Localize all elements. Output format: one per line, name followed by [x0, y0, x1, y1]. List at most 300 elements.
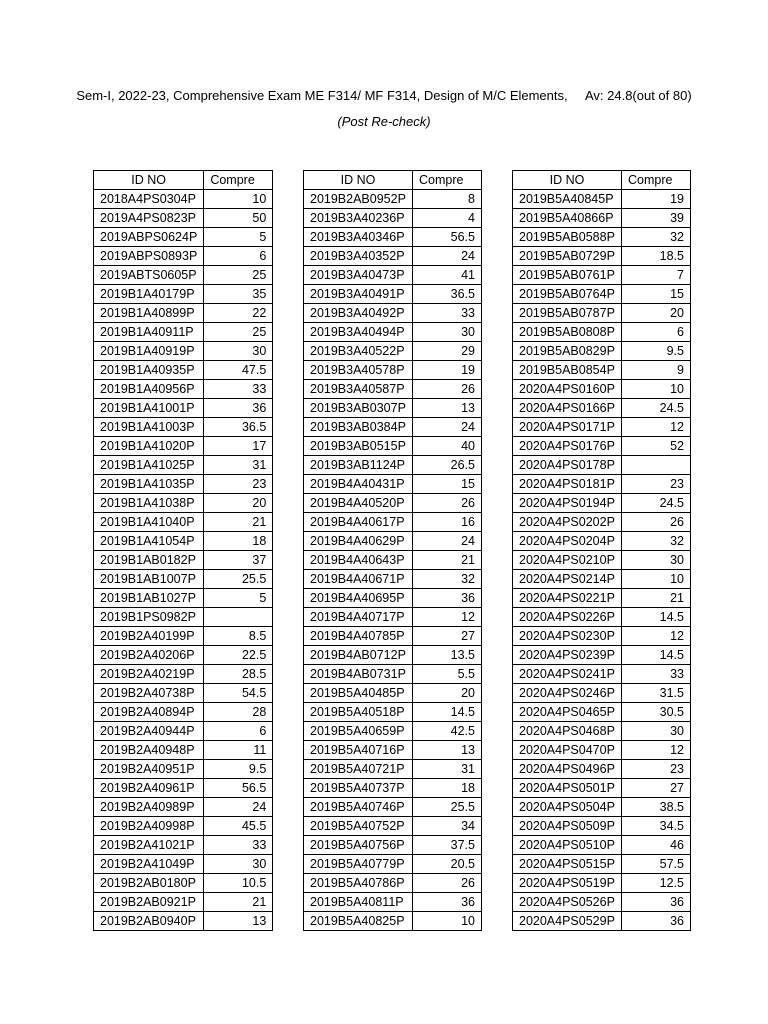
student-id-cell: 2019B2AB0940P	[94, 912, 204, 931]
table-row	[513, 684, 691, 703]
compre-score-cell: 31	[204, 456, 273, 475]
student-id-cell: 2019B2A40894P	[94, 703, 204, 722]
table-row	[94, 798, 273, 817]
results-table-3	[512, 170, 691, 931]
compre-score-cell: 12.5	[622, 874, 691, 893]
compre-score-cell: 24	[413, 532, 482, 551]
compre-score-cell: 19	[622, 190, 691, 209]
student-id-cell: 2019B5A40825P	[304, 912, 413, 931]
compre-score-cell: 28	[204, 703, 273, 722]
table-row	[94, 475, 273, 494]
table-row	[94, 608, 273, 627]
table-row	[304, 589, 482, 608]
student-id-cell: 2019B4A40695P	[304, 589, 413, 608]
table-row	[304, 779, 482, 798]
student-id-cell: 2019B1A41038P	[94, 494, 204, 513]
compre-score-cell: 32	[413, 570, 482, 589]
student-id-cell: 2020A4PS0509P	[513, 817, 622, 836]
compre-score-cell: 18	[204, 532, 273, 551]
compre-score-cell: 24	[413, 247, 482, 266]
student-id-cell: 2019B3A40587P	[304, 380, 413, 399]
compre-score-cell: 18.5	[622, 247, 691, 266]
student-id-cell: 2018A4PS0304P	[94, 190, 204, 209]
compre-score-cell: 25.5	[204, 570, 273, 589]
table-row	[94, 589, 273, 608]
compre-score-cell: 56.5	[204, 779, 273, 798]
table-row	[304, 646, 482, 665]
compre-score-cell: 34.5	[622, 817, 691, 836]
student-id-cell: 2019B3A40473P	[304, 266, 413, 285]
compre-score-cell: 30	[204, 855, 273, 874]
table-row	[304, 285, 482, 304]
compre-score-cell: 5.5	[413, 665, 482, 684]
header-id-no: ID NO	[513, 171, 622, 190]
student-id-cell: 2019B5AB0808P	[513, 323, 622, 342]
compre-score-cell: 19	[413, 361, 482, 380]
student-id-cell: 2020A4PS0468P	[513, 722, 622, 741]
table-row	[94, 494, 273, 513]
compre-score-cell: 32	[622, 532, 691, 551]
table-row	[94, 228, 273, 247]
student-id-cell: 2019B5AB0854P	[513, 361, 622, 380]
student-id-cell: 2020A4PS0246P	[513, 684, 622, 703]
table-row	[513, 304, 691, 323]
compre-score-cell: 6	[622, 323, 691, 342]
student-id-cell: 2019B2A40738P	[94, 684, 204, 703]
student-id-cell: 2019B5A40752P	[304, 817, 413, 836]
table-row	[304, 817, 482, 836]
page-title: Sem-I, 2022-23, Comprehensive Exam ME F314/ MF F314, Design of M/C Elements, Av: 24.8(out of 80)	[76, 88, 692, 103]
student-id-cell: 2019B4AB0712P	[304, 646, 413, 665]
student-id-cell: 2020A4PS0230P	[513, 627, 622, 646]
table-row	[304, 513, 482, 532]
student-id-cell: 2019B1A40899P	[94, 304, 204, 323]
student-id-cell: 2019B2A40219P	[94, 665, 204, 684]
student-id-cell: 2020A4PS0519P	[513, 874, 622, 893]
compre-score-cell: 27	[622, 779, 691, 798]
header-compre: Compre	[413, 171, 482, 190]
student-id-cell: 2019B5AB0764P	[513, 285, 622, 304]
student-id-cell: 2020A4PS0241P	[513, 665, 622, 684]
compre-score-cell: 34	[413, 817, 482, 836]
compre-score-cell: 33	[204, 380, 273, 399]
table-row	[94, 741, 273, 760]
student-id-cell: 2019B3AB0515P	[304, 437, 413, 456]
compre-score-cell: 10	[622, 380, 691, 399]
table-row	[513, 209, 691, 228]
table-row	[94, 380, 273, 399]
student-id-cell: 2020A4PS0515P	[513, 855, 622, 874]
compre-score-cell: 37	[204, 551, 273, 570]
compre-score-cell: 12	[622, 741, 691, 760]
table-row	[513, 836, 691, 855]
student-id-cell: 2019B2A40998P	[94, 817, 204, 836]
table-row	[94, 703, 273, 722]
table-row	[304, 361, 482, 380]
student-id-cell: 2019B4A40629P	[304, 532, 413, 551]
student-id-cell: 2020A4PS0526P	[513, 893, 622, 912]
compre-score-cell: 20	[622, 304, 691, 323]
student-id-cell: 2019B4A40520P	[304, 494, 413, 513]
compre-score-cell: 9.5	[204, 760, 273, 779]
student-id-cell: 2020A4PS0529P	[513, 912, 622, 931]
student-id-cell: 2019B4A40643P	[304, 551, 413, 570]
table-row	[94, 361, 273, 380]
student-id-cell: 2019B2AB0180P	[94, 874, 204, 893]
compre-score-cell: 42.5	[413, 722, 482, 741]
table-row	[513, 361, 691, 380]
compre-score-cell: 13.5	[413, 646, 482, 665]
student-id-cell: 2020A4PS0496P	[513, 760, 622, 779]
student-id-cell: 2019B2A40961P	[94, 779, 204, 798]
student-id-cell: 2020A4PS0210P	[513, 551, 622, 570]
compre-score-cell: 10	[413, 912, 482, 931]
compre-score-cell: 35	[204, 285, 273, 304]
table-row	[513, 323, 691, 342]
compre-score-cell: 56.5	[413, 228, 482, 247]
student-id-cell: 2020A4PS0194P	[513, 494, 622, 513]
table-row	[304, 665, 482, 684]
student-id-cell: 2019B5A40746P	[304, 798, 413, 817]
compre-score-cell: 30	[622, 551, 691, 570]
student-id-cell: 2020A4PS0178P	[513, 456, 622, 475]
compre-score-cell	[622, 456, 691, 475]
student-id-cell: 2020A4PS0504P	[513, 798, 622, 817]
compre-score-cell: 8	[413, 190, 482, 209]
table-row	[513, 855, 691, 874]
compre-score-cell: 52	[622, 437, 691, 456]
compre-score-cell: 20.5	[413, 855, 482, 874]
compre-score-cell: 20	[413, 684, 482, 703]
compre-score-cell: 22.5	[204, 646, 273, 665]
compre-score-cell: 23	[622, 475, 691, 494]
compre-score-cell: 36	[622, 912, 691, 931]
compre-score-cell: 21	[204, 893, 273, 912]
student-id-cell: 2019B5A40786P	[304, 874, 413, 893]
compre-score-cell: 12	[413, 608, 482, 627]
table-row	[304, 684, 482, 703]
table-row	[513, 760, 691, 779]
student-id-cell: 2019B3A40578P	[304, 361, 413, 380]
compre-score-cell: 36	[413, 589, 482, 608]
compre-score-cell: 14.5	[622, 608, 691, 627]
table-row	[513, 817, 691, 836]
student-id-cell: 2019B4AB0731P	[304, 665, 413, 684]
table-row	[513, 779, 691, 798]
compre-score-cell: 32	[622, 228, 691, 247]
student-id-cell: 2020A4PS0214P	[513, 570, 622, 589]
compre-score-cell: 27	[413, 627, 482, 646]
compre-score-cell: 25	[204, 323, 273, 342]
table-row	[94, 418, 273, 437]
table-row	[513, 456, 691, 475]
table-row	[304, 551, 482, 570]
table-row	[304, 855, 482, 874]
table-row	[513, 437, 691, 456]
student-id-cell: 2019B3AB1124P	[304, 456, 413, 475]
student-id-cell: 2019B5AB0761P	[513, 266, 622, 285]
table-row	[513, 665, 691, 684]
table-row	[94, 247, 273, 266]
table-row	[304, 266, 482, 285]
student-id-cell: 2020A4PS0202P	[513, 513, 622, 532]
compre-score-cell: 15	[622, 285, 691, 304]
table-row	[513, 475, 691, 494]
table-row	[304, 456, 482, 475]
student-id-cell: 2019B2AB0952P	[304, 190, 413, 209]
compre-score-cell: 11	[204, 741, 273, 760]
table-row	[94, 513, 273, 532]
student-id-cell: 2019B1A41020P	[94, 437, 204, 456]
table-row	[94, 456, 273, 475]
student-id-cell: 2019ABPS0624P	[94, 228, 204, 247]
student-id-cell: 2019ABPS0893P	[94, 247, 204, 266]
student-id-cell: 2019B1A41040P	[94, 513, 204, 532]
table-row	[513, 608, 691, 627]
student-id-cell: 2019B5A40845P	[513, 190, 622, 209]
student-id-cell: 2019B1A40911P	[94, 323, 204, 342]
compre-score-cell: 23	[204, 475, 273, 494]
student-id-cell: 2019B5AB0787P	[513, 304, 622, 323]
compre-score-cell: 26	[622, 513, 691, 532]
table-row	[304, 247, 482, 266]
compre-score-cell: 12	[622, 418, 691, 437]
table-row	[513, 190, 691, 209]
student-id-cell: 2019B3A40491P	[304, 285, 413, 304]
compre-score-cell: 26	[413, 380, 482, 399]
table-row	[94, 190, 273, 209]
student-id-cell: 2019B5A40866P	[513, 209, 622, 228]
compre-score-cell: 21	[204, 513, 273, 532]
table-row	[304, 722, 482, 741]
table-row	[304, 399, 482, 418]
table-row	[94, 304, 273, 323]
compre-score-cell: 15	[413, 475, 482, 494]
compre-score-cell: 54.5	[204, 684, 273, 703]
table-row	[304, 342, 482, 361]
student-id-cell: 2019B3A40236P	[304, 209, 413, 228]
student-id-cell: 2019B5AB0729P	[513, 247, 622, 266]
table-row	[304, 760, 482, 779]
student-id-cell: 2019B5A40485P	[304, 684, 413, 703]
compre-score-cell: 25.5	[413, 798, 482, 817]
compre-score-cell: 23	[622, 760, 691, 779]
student-id-cell: 2019B1A40179P	[94, 285, 204, 304]
compre-score-cell: 33	[204, 836, 273, 855]
compre-score-cell: 22	[204, 304, 273, 323]
table-row	[304, 304, 482, 323]
student-id-cell: 2019B1AB1027P	[94, 589, 204, 608]
table-row	[513, 399, 691, 418]
compre-score-cell: 50	[204, 209, 273, 228]
compre-score-cell: 9	[622, 361, 691, 380]
table-row	[513, 551, 691, 570]
student-id-cell: 2020A4PS0470P	[513, 741, 622, 760]
student-id-cell: 2019B2AB0921P	[94, 893, 204, 912]
compre-score-cell: 24	[204, 798, 273, 817]
compre-score-cell: 26	[413, 874, 482, 893]
table-row	[304, 874, 482, 893]
student-id-cell: 2020A4PS0501P	[513, 779, 622, 798]
table-row	[304, 836, 482, 855]
student-id-cell: 2019B3AB0384P	[304, 418, 413, 437]
table-row	[513, 513, 691, 532]
compre-score-cell: 12	[622, 627, 691, 646]
compre-score-cell	[204, 608, 273, 627]
student-id-cell: 2019B3A40494P	[304, 323, 413, 342]
table-row	[94, 817, 273, 836]
student-id-cell: 2019B5AB0588P	[513, 228, 622, 247]
compre-score-cell: 14.5	[622, 646, 691, 665]
compre-score-cell: 4	[413, 209, 482, 228]
table-row	[94, 722, 273, 741]
table-row	[513, 342, 691, 361]
table-row	[304, 570, 482, 589]
student-id-cell: 2019B1A40935P	[94, 361, 204, 380]
compre-score-cell: 14.5	[413, 703, 482, 722]
compre-score-cell: 41	[413, 266, 482, 285]
student-id-cell: 2019B1A41035P	[94, 475, 204, 494]
table-row	[304, 893, 482, 912]
student-id-cell: 2019B1A41003P	[94, 418, 204, 437]
table-row	[94, 209, 273, 228]
table-row	[94, 684, 273, 703]
student-id-cell: 2019B1A41025P	[94, 456, 204, 475]
table-row	[513, 570, 691, 589]
compre-score-cell: 10	[204, 190, 273, 209]
table-row	[513, 589, 691, 608]
compre-score-cell: 33	[413, 304, 482, 323]
table-row	[513, 285, 691, 304]
student-id-cell: 2019B1AB0182P	[94, 551, 204, 570]
table-row	[94, 836, 273, 855]
compre-score-cell: 26	[413, 494, 482, 513]
table-row	[304, 437, 482, 456]
table-row	[513, 874, 691, 893]
table-row	[94, 399, 273, 418]
student-id-cell: 2020A4PS0226P	[513, 608, 622, 627]
compre-score-cell: 13	[204, 912, 273, 931]
compre-score-cell: 25	[204, 266, 273, 285]
compre-score-cell: 20	[204, 494, 273, 513]
table-row	[94, 285, 273, 304]
student-id-cell: 2019B5A40721P	[304, 760, 413, 779]
compre-score-cell: 36	[204, 399, 273, 418]
student-id-cell: 2019B3A40352P	[304, 247, 413, 266]
header-id-no: ID NO	[304, 171, 413, 190]
student-id-cell: 2020A4PS0204P	[513, 532, 622, 551]
table-row	[304, 798, 482, 817]
compre-score-cell: 24	[413, 418, 482, 437]
table-row	[513, 893, 691, 912]
compre-score-cell: 57.5	[622, 855, 691, 874]
student-id-cell: 2019B5A40811P	[304, 893, 413, 912]
student-id-cell: 2019B1A40956P	[94, 380, 204, 399]
compre-score-cell: 45.5	[204, 817, 273, 836]
table-row	[304, 741, 482, 760]
student-id-cell: 2020A4PS0166P	[513, 399, 622, 418]
student-id-cell: 2019B2A40989P	[94, 798, 204, 817]
student-id-cell: 2020A4PS0176P	[513, 437, 622, 456]
table-row	[304, 418, 482, 437]
compre-score-cell: 30	[622, 722, 691, 741]
student-id-cell: 2020A4PS0181P	[513, 475, 622, 494]
table-row	[94, 532, 273, 551]
table-row	[304, 703, 482, 722]
student-id-cell: 2019A4PS0823P	[94, 209, 204, 228]
student-id-cell: 2020A4PS0239P	[513, 646, 622, 665]
table-row	[513, 912, 691, 931]
compre-score-cell: 36.5	[204, 418, 273, 437]
student-id-cell: 2019B2A41021P	[94, 836, 204, 855]
table-row	[304, 627, 482, 646]
table-row	[94, 874, 273, 893]
compre-score-cell: 39	[622, 209, 691, 228]
compre-score-cell: 36	[413, 893, 482, 912]
table-row	[513, 532, 691, 551]
student-id-cell: 2019B3A40492P	[304, 304, 413, 323]
student-id-cell: 2019B4A40785P	[304, 627, 413, 646]
student-id-cell: 2019B5A40659P	[304, 722, 413, 741]
student-id-cell: 2019ABTS0605P	[94, 266, 204, 285]
table-row	[94, 342, 273, 361]
compre-score-cell: 46	[622, 836, 691, 855]
table-row	[94, 266, 273, 285]
compre-score-cell: 30.5	[622, 703, 691, 722]
compre-score-cell: 21	[622, 589, 691, 608]
table-row	[94, 779, 273, 798]
student-id-cell: 2019B1A41001P	[94, 399, 204, 418]
compre-score-cell: 13	[413, 741, 482, 760]
table-row	[94, 551, 273, 570]
compre-score-cell: 24.5	[622, 399, 691, 418]
compre-score-cell: 21	[413, 551, 482, 570]
compre-score-cell: 36.5	[413, 285, 482, 304]
student-id-cell: 2019B5A40737P	[304, 779, 413, 798]
student-id-cell: 2019B3A40522P	[304, 342, 413, 361]
compre-score-cell: 9.5	[622, 342, 691, 361]
table-row	[304, 209, 482, 228]
table-row	[94, 912, 273, 931]
compre-score-cell: 26.5	[413, 456, 482, 475]
table-row	[513, 418, 691, 437]
student-id-cell: 2019B5A40518P	[304, 703, 413, 722]
compre-score-cell: 17	[204, 437, 273, 456]
table-row	[304, 190, 482, 209]
student-id-cell: 2019B2A40199P	[94, 627, 204, 646]
table-row	[304, 532, 482, 551]
table-row	[513, 646, 691, 665]
table-row	[94, 627, 273, 646]
compre-score-cell: 31	[413, 760, 482, 779]
student-id-cell: 2019B5A40756P	[304, 836, 413, 855]
table-row	[94, 323, 273, 342]
table-row	[513, 247, 691, 266]
compre-score-cell: 47.5	[204, 361, 273, 380]
student-id-cell: 2019B5AB0829P	[513, 342, 622, 361]
header-compre: Compre	[204, 171, 273, 190]
table-row	[513, 798, 691, 817]
student-id-cell: 2020A4PS0171P	[513, 418, 622, 437]
student-id-cell: 2020A4PS0465P	[513, 703, 622, 722]
compre-score-cell: 30	[413, 323, 482, 342]
compre-score-cell: 37.5	[413, 836, 482, 855]
table-row	[94, 760, 273, 779]
table-row	[304, 494, 482, 513]
compre-score-cell: 31.5	[622, 684, 691, 703]
compre-score-cell: 18	[413, 779, 482, 798]
student-id-cell: 2020A4PS0221P	[513, 589, 622, 608]
